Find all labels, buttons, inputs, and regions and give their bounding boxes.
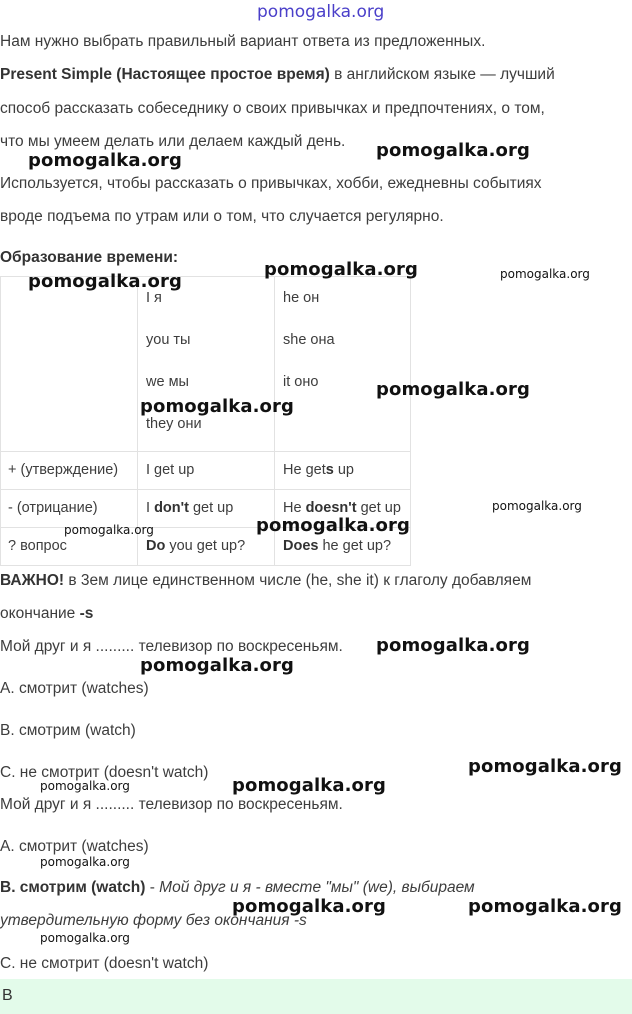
answer-text: B <box>2 987 13 1004</box>
theory-title-rest: в английском языке — лучший <box>329 66 555 83</box>
option-b: B. смотрим (watch) <box>0 722 136 739</box>
table-cell-empty <box>1 277 138 452</box>
pronoun: we мы <box>146 374 189 390</box>
important-line-1: ВАЖНО! в 3ем лице единственном числе (he, she it) к глаголу добавляем <box>0 572 532 589</box>
table-cell: I don't get up <box>138 490 275 528</box>
watermark: pomogalka.org <box>376 379 530 400</box>
important-label: ВАЖНО! <box>0 572 65 589</box>
watermark: pomogalka.org <box>376 140 530 161</box>
usage-line-2: вроде подъема по утрам или о том, что случается регулярно. <box>0 208 444 225</box>
watermark: pomogalka.org <box>232 896 386 917</box>
table-row <box>1 277 411 452</box>
answer-box <box>0 979 632 1014</box>
solution-option-b: B. смотрим (watch) - Мой друг и я - вместе "мы" (we), выбираем <box>0 879 475 896</box>
explanation: Мой друг и я - вместе "мы" (we), выбираем <box>159 879 475 896</box>
theory-line-1 <box>0 66 555 84</box>
row-label: ? вопрос <box>1 528 138 566</box>
watermark: pomogalka.org <box>500 267 590 281</box>
theory-line-2: способ рассказать собеседнику о своих привычках и предпочтениях, о том, <box>0 100 545 117</box>
watermark: pomogalka.org <box>40 931 130 945</box>
correct-option: B. смотрим (watch) <box>0 879 146 896</box>
watermark: pomogalka.org <box>140 655 294 676</box>
watermark: pomogalka.org <box>468 756 622 777</box>
pronoun: you ты <box>146 332 191 348</box>
watermark: pomogalka.org <box>232 775 386 796</box>
watermark-top: pomogalka.org <box>257 2 385 22</box>
intro-text: Нам нужно выбрать правильный вариант ответа из предложенных. <box>0 33 486 50</box>
option-a: A. смотрит (watches) <box>0 680 149 697</box>
pronoun: I я <box>146 290 162 306</box>
pronouns-plural-cell <box>138 277 275 452</box>
theory-line-3: что мы умеем делать или делаем каждый день. <box>0 133 346 150</box>
table-cell: He gets up <box>275 452 411 490</box>
watermark: pomogalka.org <box>40 855 130 869</box>
table-cell: I get up <box>138 452 275 490</box>
watermark: pomogalka.org <box>468 896 622 917</box>
usage-line-1: Используется, чтобы рассказать о привычках, хобби, ежедневны событиях <box>0 175 542 192</box>
watermark: pomogalka.org <box>264 259 418 280</box>
watermark: pomogalka.org <box>40 779 130 793</box>
explanation-line-2: утвердительную форму без окончания -s <box>0 912 307 929</box>
theory-title: Present Simple (Настоящее простое время) <box>0 66 330 83</box>
important-line-2: окончание -s <box>0 605 94 622</box>
question-1: Мой друг и я ......... телевизор по воскресеньям. <box>0 638 343 655</box>
pronoun: it оно <box>283 374 319 390</box>
solution-option-c: C. не смотрит (doesn't watch) <box>0 955 209 972</box>
pronoun: they они <box>146 416 202 432</box>
table-cell: Does he get up? <box>275 528 411 566</box>
option-c: C. не смотрит (doesn't watch) <box>0 764 209 781</box>
watermark: pomogalka.org <box>256 515 410 536</box>
watermark: pomogalka.org <box>492 499 582 513</box>
watermark: pomogalka.org <box>28 271 182 292</box>
row-label: + (утверждение) <box>1 452 138 490</box>
pronoun: she она <box>283 332 335 348</box>
formation-heading: Образование времени: <box>0 249 179 266</box>
solution-option-a: A. смотрит (watches) <box>0 838 149 855</box>
watermark: pomogalka.org <box>376 635 530 656</box>
watermark: pomogalka.org <box>140 396 294 417</box>
table-cell: He doesn't get up <box>275 490 411 528</box>
pronouns-third-person-cell <box>275 277 411 452</box>
row-label: - (отрицание) <box>1 490 138 528</box>
question-2: Мой друг и я ......... телевизор по воскресеньям. <box>0 796 343 813</box>
table-cell: Do you get up? <box>138 528 275 566</box>
watermark: pomogalka.org <box>64 523 154 537</box>
pronoun: he он <box>283 290 320 306</box>
table-row <box>1 452 411 490</box>
watermark: pomogalka.org <box>28 150 182 171</box>
